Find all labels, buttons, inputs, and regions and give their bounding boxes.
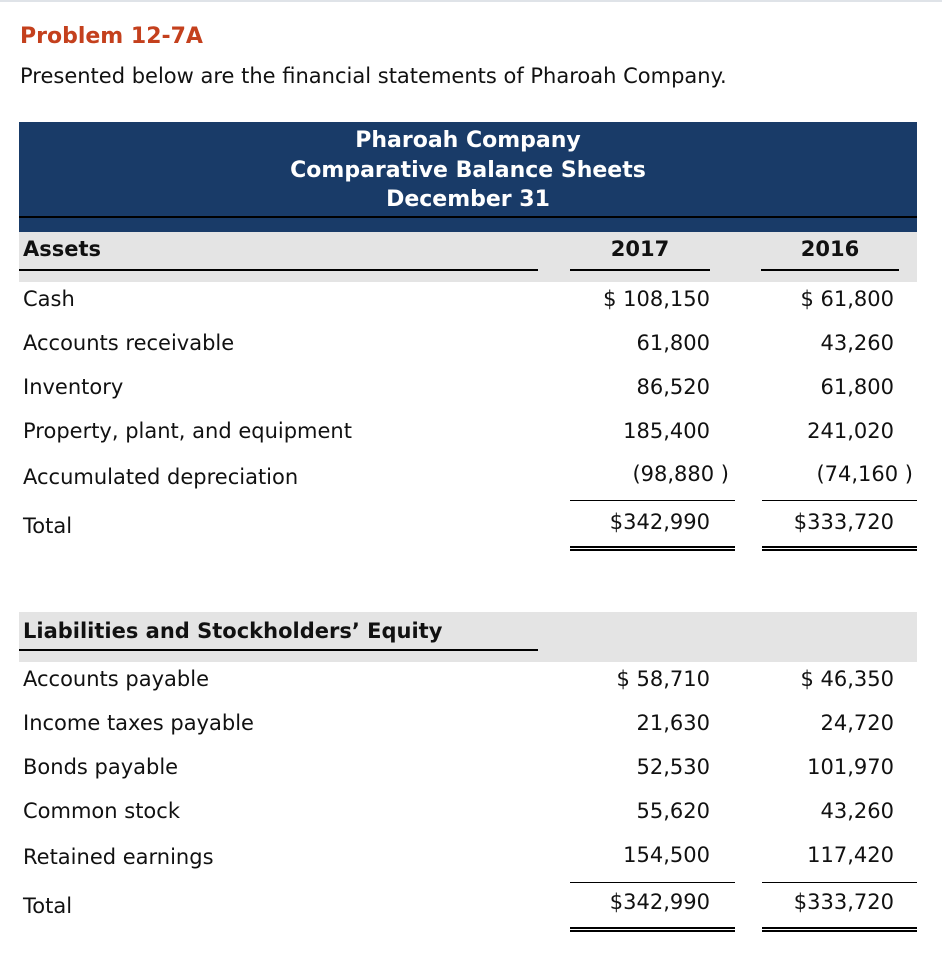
assets-underline (19, 269, 538, 271)
subtotal-rule-2017 (570, 500, 735, 501)
asset-row-label: Inventory (23, 375, 124, 399)
total-double-rule-2016 (762, 927, 917, 932)
intro-text: Presented below are the financial statements of Pharoah Company. (20, 64, 727, 88)
liability-row-2016: 43,260 (820, 799, 894, 823)
assets-section-header (19, 232, 917, 282)
statement-header (19, 122, 917, 232)
statement-date: December 31 (386, 187, 550, 212)
liabilities-total-2016: $333,720 (793, 890, 894, 914)
liability-row-2017: 21,630 (636, 711, 710, 735)
asset-row-2016: 241,020 (807, 419, 894, 443)
year-2017-heading: 2017 (610, 237, 670, 261)
liability-row-label: Bonds payable (23, 755, 179, 779)
liability-row-2016: 117,420 (807, 843, 894, 867)
assets-heading: Assets (23, 237, 102, 261)
asset-row-2017: (98,880 ) (632, 462, 729, 486)
liability-row-2017: 55,620 (636, 799, 710, 823)
liabilities-heading: Liabilities and Stockholders’ Equity (23, 619, 443, 643)
liability-row-label: Retained earnings (23, 845, 214, 869)
asset-row-2016: 61,800 (820, 375, 894, 399)
assets-total-label: Total (23, 514, 73, 538)
subtotal-rule-2016 (762, 500, 917, 501)
liabilities-total-2017: $342,990 (609, 890, 710, 914)
liability-row-2017: 52,530 (636, 755, 710, 779)
liability-row-2016: $ 46,350 (800, 667, 894, 691)
asset-row-label: Property, plant, and equipment (23, 419, 352, 443)
total-double-rule-2016 (762, 546, 917, 551)
liability-row-2016: 101,970 (807, 755, 894, 779)
top-border (0, 0, 942, 2)
liability-row-2016: 24,720 (820, 711, 894, 735)
asset-row-2017: 185,400 (623, 419, 710, 443)
liability-row-label: Common stock (23, 799, 180, 823)
liability-row-2017: $ 58,710 (616, 667, 710, 691)
liabilities-total-label: Total (23, 894, 73, 918)
liability-row-label: Income taxes payable (23, 711, 254, 735)
company-name: Pharoah Company (355, 128, 581, 153)
asset-row-label: Cash (23, 287, 75, 311)
asset-row-label: Accounts receivable (23, 331, 235, 355)
year-2016-heading: 2016 (800, 237, 860, 261)
assets-total-2016: $333,720 (793, 510, 894, 534)
liability-row-label: Accounts payable (23, 667, 209, 691)
assets-total-2017: $342,990 (609, 510, 710, 534)
asset-row-label: Accumulated depreciation (23, 465, 299, 489)
statement-title: Comparative Balance Sheets (290, 158, 646, 183)
header-rule (19, 216, 917, 218)
total-double-rule-2017 (570, 546, 735, 551)
subtotal-rule-2017 (570, 882, 735, 883)
liability-row-2017: 154,500 (623, 843, 710, 867)
liabilities-section-header (19, 612, 917, 662)
subtotal-rule-2016 (762, 882, 917, 883)
problem-title: Problem 12-7A (20, 24, 203, 49)
liabilities-underline (19, 649, 538, 651)
asset-row-2017: 61,800 (636, 331, 710, 355)
asset-row-2017: 86,520 (636, 375, 710, 399)
asset-row-2016: (74,160 ) (816, 462, 913, 486)
asset-row-2016: $ 61,800 (800, 287, 894, 311)
year-2017-underline (570, 269, 710, 271)
total-double-rule-2017 (570, 927, 735, 932)
asset-row-2017: $ 108,150 (603, 287, 710, 311)
year-2016-underline (761, 269, 899, 271)
asset-row-2016: 43,260 (820, 331, 894, 355)
